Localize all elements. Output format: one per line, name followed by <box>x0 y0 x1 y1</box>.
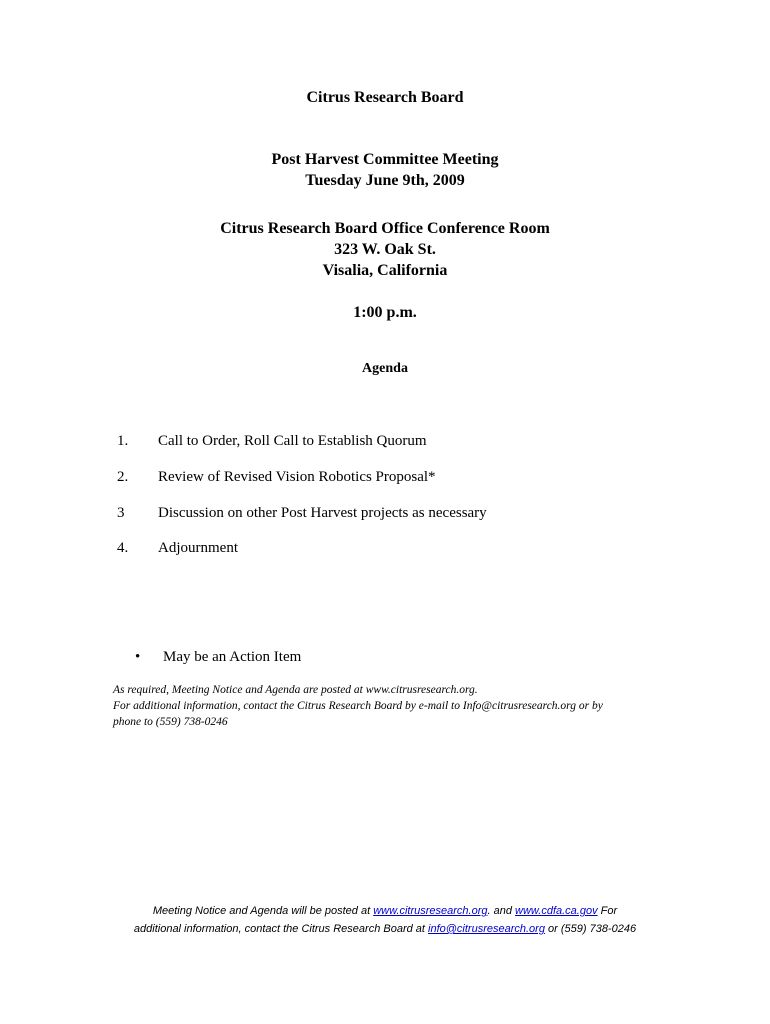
agenda-item-text: Adjournment <box>158 540 238 556</box>
meeting-time <box>0 302 770 323</box>
cdfa-link[interactable]: www.cdfa.ca.gov <box>515 905 598 917</box>
footer-text: additional information, contact the Citrus Research Board at <box>133 923 429 935</box>
org-title <box>0 87 770 108</box>
location-line-1: Citrus Research Board Office Conference Room <box>220 220 550 237</box>
meeting-location <box>0 218 770 281</box>
notice-line-1: As required, Meeting Notice and Agenda are posted at www.citrusresearch.org. <box>113 684 478 696</box>
footer-text: For <box>597 905 618 917</box>
location-line-2: 323 W. Oak St. <box>334 241 436 258</box>
meeting-heading <box>0 149 770 191</box>
notice-line-2: For additional information, contact the Citrus Research Board by e-mail to Info@citrusresearch.org or by <box>113 700 603 712</box>
email-link[interactable]: info@citrusresearch.org <box>428 923 545 935</box>
agenda-item-number: 2. <box>117 469 129 485</box>
citrusresearch-link[interactable]: www.citrusresearch.org <box>373 905 488 917</box>
bullet-icon: • <box>135 649 141 665</box>
footer-line-1 <box>0 902 770 920</box>
footer-text: . and <box>487 905 516 917</box>
agenda-heading: Agenda <box>362 361 408 376</box>
agenda-item-number: 3 <box>117 505 125 521</box>
agenda-item-number: 4. <box>117 540 129 556</box>
meeting-name: Post Harvest Committee Meeting <box>271 151 499 168</box>
agenda-item-text: Call to Order, Roll Call to Establish Quorum <box>158 433 427 449</box>
meeting-time-text: 1:00 p.m. <box>353 304 417 321</box>
footer-text: Meeting Notice and Agenda will be posted at <box>152 905 374 917</box>
agenda-item-text: Review of Revised Vision Robotics Proposal* <box>158 469 436 485</box>
page-footer <box>0 902 770 938</box>
agenda-item-number: 1. <box>117 433 129 449</box>
notice-line-3: phone to (559) 738-0246 <box>113 716 228 728</box>
location-line-3: Visalia, California <box>322 262 448 279</box>
org-name: Citrus Research Board <box>306 89 464 106</box>
agenda-item-text: Discussion on other Post Harvest projects as necessary <box>158 505 487 521</box>
footnote-text: May be an Action Item <box>163 649 302 665</box>
posting-notice <box>113 682 673 730</box>
footer-line-2 <box>0 920 770 938</box>
meeting-date: Tuesday June 9th, 2009 <box>305 172 465 189</box>
footer-text: or (559) 738-0246 <box>544 923 637 935</box>
